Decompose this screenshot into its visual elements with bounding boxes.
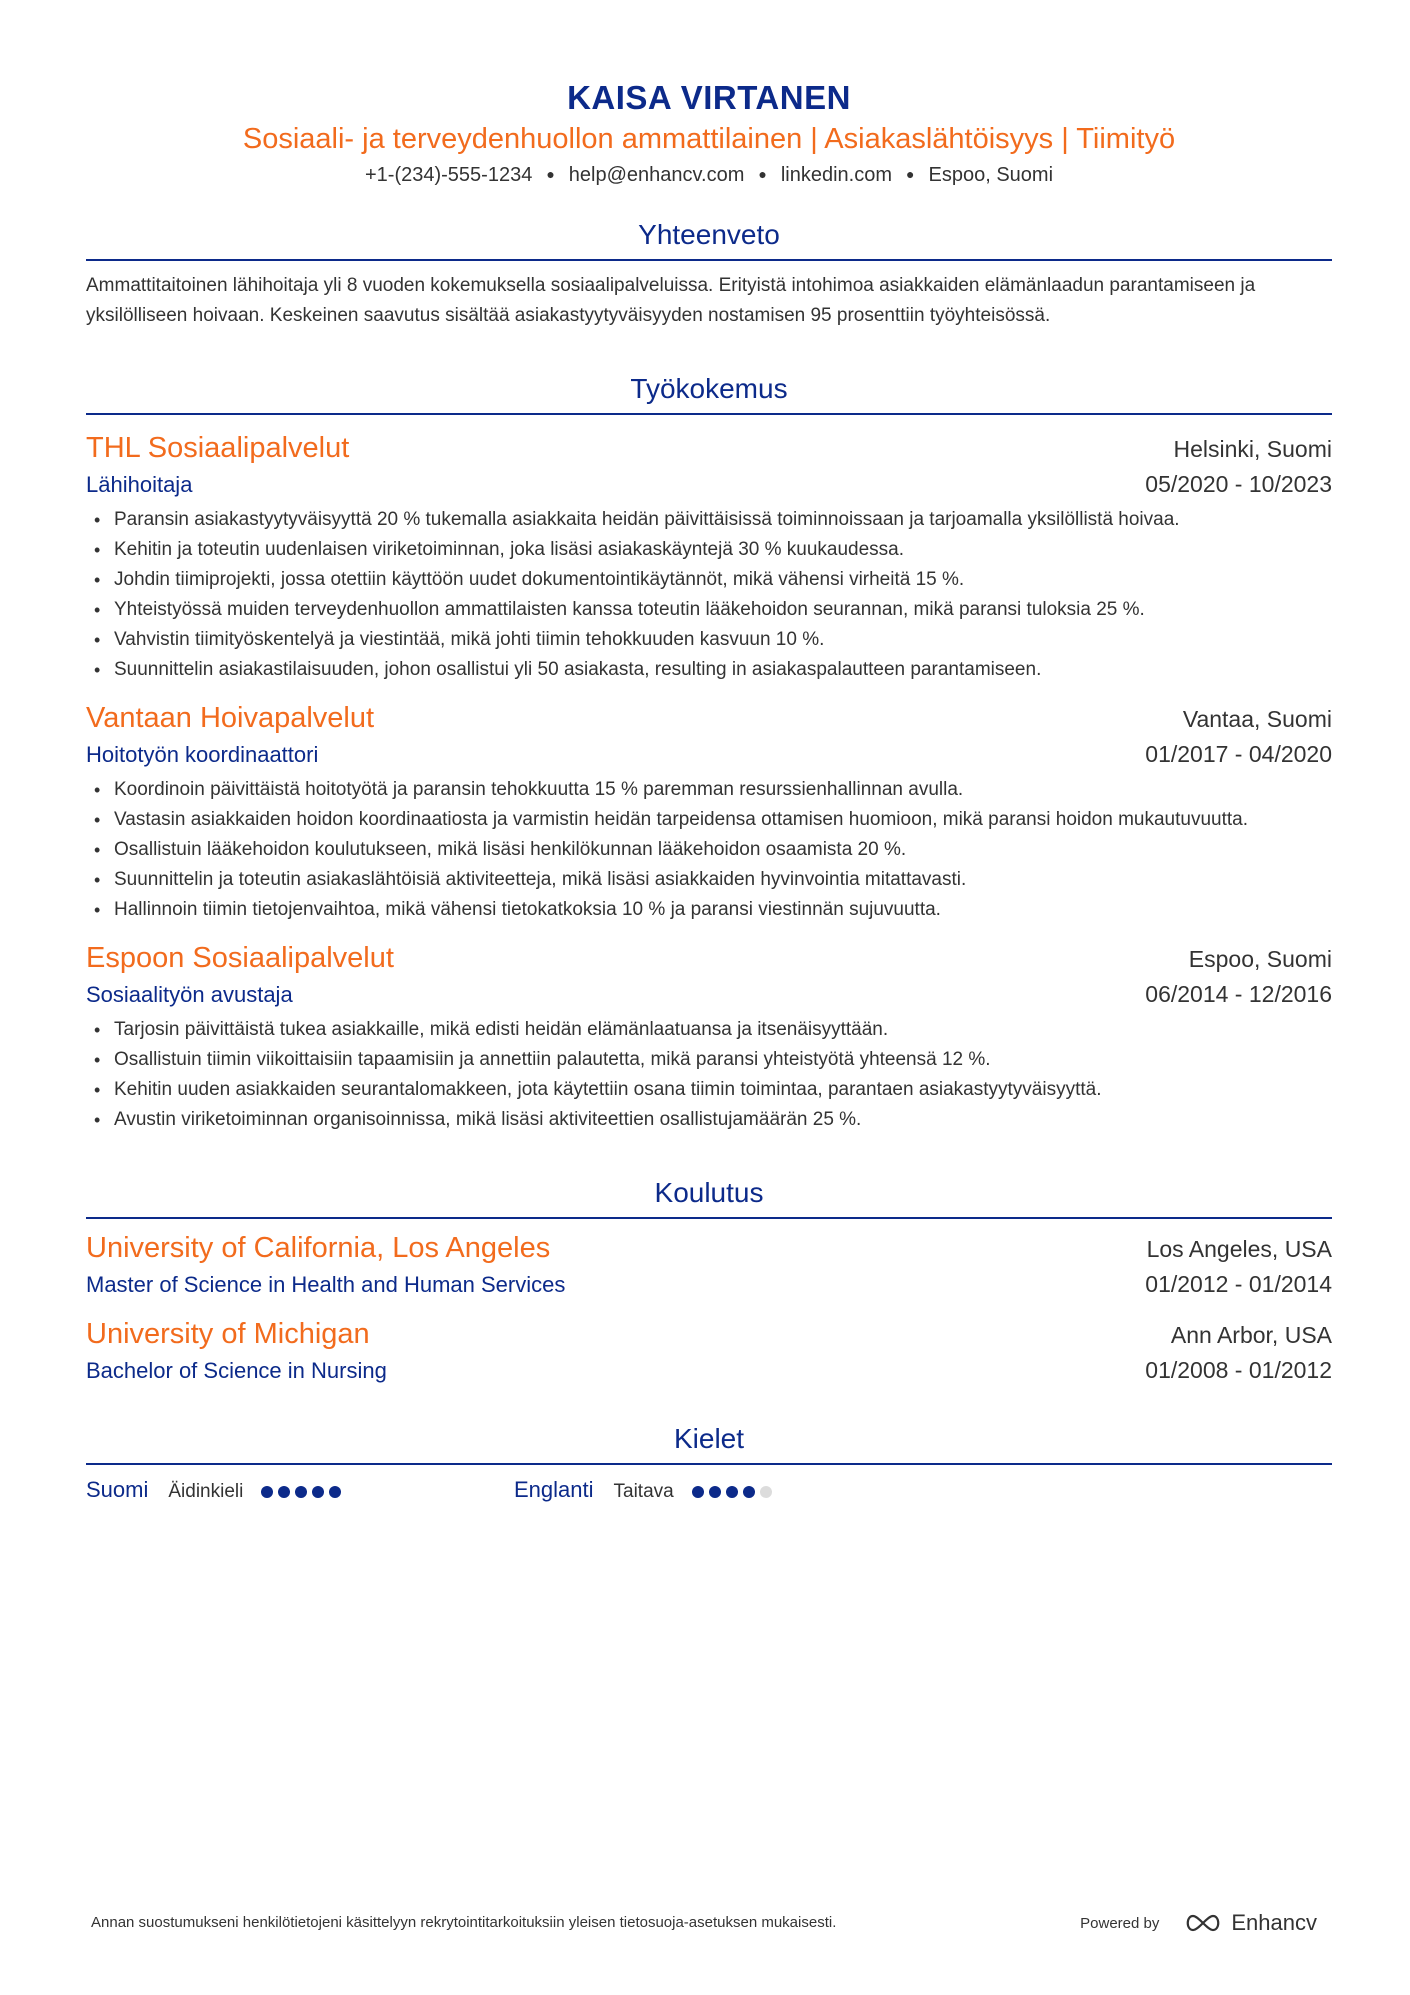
contact-email[interactable]: help@enhancv.com — [568, 164, 745, 186]
languages-section — [86, 1421, 1332, 1505]
enhancv-logo[interactable] — [1183, 1910, 1317, 1936]
list-item: • Osallistuin tiimin viikoittaisiin tapaamisiin ja annettiin palautetta, mikä paransi yhteistyötä yhteensä 12 %. — [86, 1045, 1332, 1075]
list-item: • Johdin tiimiprojekti, jossa otettiin käyttöön uudet dokumentointikäytännöt, mikä vähensi virheitä 15 %. — [86, 565, 1332, 595]
contact-phone: +1-(234)-555-1234 — [364, 164, 533, 186]
language-name: Suomi — [86, 1477, 149, 1502]
job-entry — [86, 429, 1332, 685]
rating-dot-filled — [329, 1486, 341, 1498]
education-school: University of California, Los Angeles — [86, 1232, 551, 1264]
page-footer — [91, 1910, 1331, 1936]
rating-dot-empty — [760, 1486, 772, 1498]
rating-dot-filled — [261, 1486, 273, 1498]
bullet-separator-icon: ● — [758, 166, 767, 182]
section-title-summary: Yhteenveto — [86, 217, 1332, 261]
resume-page — [86, 76, 1332, 1505]
list-item: • Vastasin asiakkaiden hoidon koordinaatiosta ja varmistin heidän tarpeidensa ottamisen huomioon, mikä paransi hoidon mukautuvuutta. — [86, 805, 1332, 835]
contact-line — [86, 160, 1332, 191]
job-role: Lähihoitaja — [86, 472, 193, 497]
language-rating — [261, 1486, 346, 1498]
list-item: • Osallistuin lääkehoidon koulutukseen, mikä lisäsi henkilökunnan lääkehoidon osaamista 20 %. — [86, 835, 1332, 865]
list-item: • Kehitin ja toteutin uudenlaisen viriketoiminnan, joka lisäsi asiakaskäyntejä 30 % kuukaudessa. — [86, 535, 1332, 565]
job-dates: 01/2017 - 04/2020 — [1145, 741, 1332, 767]
education-school: University of Michigan — [86, 1318, 370, 1350]
candidate-name: KAISA VIRTANEN — [567, 79, 851, 116]
job-bullets — [86, 505, 1332, 685]
enhancv-infinity-icon — [1183, 1912, 1223, 1934]
list-item: • Kehitin uuden asiakkaiden seurantalomakkeen, jota käytettiin osana tiimin toimintaa, parantaen asiakastyytyväisyyttä. — [86, 1075, 1332, 1105]
bullet-separator-icon: ● — [906, 166, 915, 182]
list-item: • Paransin asiakastyytyväisyyttä 20 % tukemalla asiakkaita heidän päivittäisissä toiminnoissaan ja tarjoamalla yksilöllistä hoivaa. — [86, 505, 1332, 535]
education-degree: Master of Science in Health and Human Services — [86, 1272, 566, 1297]
rating-dot-filled — [295, 1486, 307, 1498]
bullet-separator-icon: ● — [546, 166, 555, 182]
job-company: Vantaan Hoivapalvelut — [86, 702, 375, 734]
list-item: • Suunnittelin asiakastilaisuuden, johon osallistui yli 50 asiakasta, resulting in asiakaspalautteen parantamiseen. — [86, 655, 1332, 685]
list-item: • Koordinoin päivittäistä hoitotyötä ja paransin tehokkuutta 15 % paremman resurssienhallinnan avulla. — [86, 775, 1332, 805]
job-location: Vantaa, Suomi — [1182, 706, 1332, 732]
job-company: Espoon Sosiaalipalvelut — [86, 942, 394, 974]
language-list — [86, 1475, 1332, 1505]
language-item — [514, 1475, 942, 1505]
list-item: • Hallinnoin tiimin tietojenvaihtoa, mikä vähensi tietokatkoksia 10 % ja paransi viestinnän sujuvuutta. — [86, 895, 1332, 925]
job-role: Hoitotyön koordinaattori — [86, 742, 319, 767]
education-degree: Bachelor of Science in Nursing — [86, 1358, 387, 1383]
education-dates: 01/2012 - 01/2014 — [1145, 1271, 1332, 1297]
language-level: Äidinkieli — [168, 1481, 244, 1502]
rating-dot-filled — [692, 1486, 704, 1498]
list-item: • Tarjosin päivittäistä tukea asiakkaille, mikä edisti heidän elämänlaatuansa ja itsenäisyyttään. — [86, 1015, 1332, 1045]
gdpr-consent-text: Annan suostumukseni henkilötietojeni käsittelyyn rekrytointitarkoituksiin yleisen tietosuoja-asetuksen mukaisesti. — [91, 1914, 837, 1931]
education-location: Ann Arbor, USA — [1170, 1322, 1332, 1348]
rating-dot-filled — [709, 1486, 721, 1498]
language-item — [86, 1475, 514, 1505]
rating-dot-filled — [743, 1486, 755, 1498]
language-name: Englanti — [514, 1477, 594, 1502]
powered-by-label: Powered by — [1080, 1914, 1160, 1932]
education-entry — [86, 1229, 1332, 1301]
job-company: THL Sosiaalipalvelut — [86, 432, 350, 464]
experience-section — [86, 371, 1332, 1135]
contact-location: Espoo, Suomi — [928, 164, 1054, 186]
education-dates: 01/2008 - 01/2012 — [1145, 1357, 1332, 1383]
rating-dot-filled — [312, 1486, 324, 1498]
job-entry — [86, 939, 1332, 1135]
job-location: Espoo, Suomi — [1188, 946, 1332, 972]
candidate-headline: Sosiaali- ja terveydenhuollon ammattilainen | Asiakaslähtöisyys | Tiimityö — [242, 123, 1176, 155]
list-item: • Yhteistyössä muiden terveydenhuollon ammattilaisten kanssa toteutin lääkehoidon seurannan, mikä paransi tuloksia 25 %. — [86, 595, 1332, 625]
job-dates: 06/2014 - 12/2016 — [1145, 981, 1332, 1007]
rating-dot-filled — [278, 1486, 290, 1498]
job-dates: 05/2020 - 10/2023 — [1145, 471, 1332, 497]
summary-section — [86, 217, 1332, 331]
education-section — [86, 1175, 1332, 1387]
rating-dot-filled — [726, 1486, 738, 1498]
section-title-languages: Kielet — [86, 1421, 1332, 1465]
resume-header — [86, 76, 1332, 191]
job-role: Sosiaalityön avustaja — [86, 982, 293, 1007]
list-item: • Vahvistin tiimityöskentelyä ja viestintää, mikä johti tiimin tehokkuuden kasvuun 10 %. — [86, 625, 1332, 655]
contact-linkedin[interactable]: linkedin.com — [780, 164, 893, 186]
job-bullets — [86, 775, 1332, 925]
section-title-education: Koulutus — [86, 1175, 1332, 1219]
list-item: • Avustin viriketoiminnan organisoinnissa, mikä lisäsi aktiviteettien osallistujamäärän 25 %. — [86, 1105, 1332, 1135]
enhancv-brand-name: Enhancv — [1231, 1910, 1317, 1935]
list-item: • Suunnittelin ja toteutin asiakaslähtöisiä aktiviteetteja, mikä lisäsi asiakkaiden hyvinvointia mitattavasti. — [86, 865, 1332, 895]
job-bullets — [86, 1015, 1332, 1135]
summary-text: Ammattitaitoinen lähihoitaja yli 8 vuoden kokemuksella sosiaalipalveluissa. Erityistä intohimoa asiakkaiden elämänlaadun parantamiseen ja yksilölliseen hoivaan. Keskeinen saavutus sisältää asiakastyytyväisyyden nostamisen 95 prosenttiin työyhteisössä. — [86, 275, 1256, 326]
job-entry — [86, 699, 1332, 925]
education-entry — [86, 1315, 1332, 1387]
education-location: Los Angeles, USA — [1146, 1236, 1332, 1262]
section-title-experience: Työkokemus — [86, 371, 1332, 415]
job-location: Helsinki, Suomi — [1173, 436, 1332, 462]
language-rating — [692, 1486, 777, 1498]
language-level: Taitava — [613, 1481, 674, 1502]
